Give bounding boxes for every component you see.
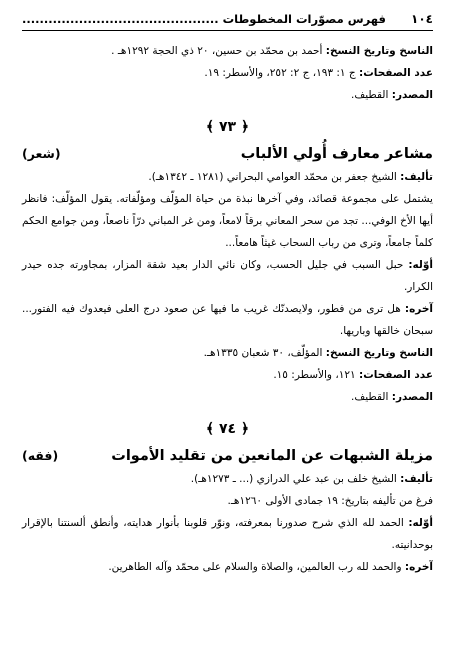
pages-line	[22, 62, 433, 84]
author-line	[22, 166, 433, 188]
copyist-value: أحمد بن محمّد بن حسين، ٢٠ ذي الحجة ١٢٩٢هـ .	[111, 45, 326, 57]
last-value: هل ترى من فطور، ولايصدنّك غريب ما فيها عن صعود درج العلى فيعدوك فيه الفتور... سبحان خالقها وباريها.	[22, 303, 433, 337]
page-content	[22, 40, 433, 578]
entry-category: (فقه)	[22, 448, 59, 463]
first-line	[22, 254, 433, 298]
source-label: المصدر:	[391, 391, 433, 403]
pages-value: ج ١: ١٩٣، ج ٢: ٢٥٢، والأسطر: ١٩.	[204, 67, 359, 79]
author-label: تأليف:	[400, 473, 433, 485]
copyist-label: الناسخ وتاريخ النسخ:	[325, 45, 433, 57]
source-value: القطيف.	[350, 89, 392, 101]
author-label: تأليف:	[400, 171, 433, 183]
last-line	[22, 556, 433, 578]
last-line	[22, 298, 433, 342]
completion-line: فرغ من تأليفه بتاريخ: ١٩ جمادى الأولى ١٢٦٠هـ.	[227, 495, 433, 507]
entry-title-text: مشاعر معارف أُولي الألباب	[240, 146, 433, 162]
last-label: آخره:	[404, 561, 433, 573]
copyist-value: المؤلّف، ٣٠ شعبان ١٣٣٥هـ.	[203, 347, 326, 359]
source-line	[22, 84, 433, 106]
source-value: القطيف.	[350, 391, 392, 403]
entry-number-73: ﴿ ٧٣ ﴾	[205, 119, 250, 135]
pages-line	[22, 364, 433, 386]
first-value: الحمد لله الذي شرح صدورنا بمعرفته، ونوّر قلوبنا بأنوار هدايته، وأنطق ألسنتنا بالإقرار بوحدانيته.	[22, 517, 433, 551]
author-value: الشيخ جعفر بن محمّد العوامي البحراني (١٢٨١ ـ ١٣٤٢هـ).	[148, 171, 401, 183]
pages-value: ١٢١، والأسطر: ١٥.	[273, 369, 359, 381]
last-label: آخره:	[404, 303, 433, 315]
entry-number-74: ﴿ ٧٤ ﴾	[205, 421, 250, 437]
pages-label: عدد الصفحات:	[359, 67, 433, 79]
source-label: المصدر:	[391, 89, 433, 101]
copyist-label: الناسخ وتاريخ النسخ:	[325, 347, 433, 359]
first-line	[22, 512, 433, 556]
author-line	[22, 468, 433, 490]
copyist-line	[22, 40, 433, 62]
copyist-line	[22, 342, 433, 364]
entry-title-text: مزيلة الشبهات عن المانعين من تقليد الأموات	[111, 448, 433, 464]
entry-category: (شعر)	[22, 146, 61, 161]
entry-title-74	[22, 444, 433, 468]
first-label: أوّله:	[408, 259, 433, 271]
first-value: حبل السبب في جليل الحسب، وكان نائي الدار بعيد شقة المزار، بمجاورته جده حيدر الكرار.	[22, 259, 433, 293]
first-label: أوّله:	[408, 517, 433, 529]
last-value: والحمد لله رب العالمين، والصلاة والسلام على محمّد وآله الطاهرين.	[108, 561, 405, 573]
running-title: فهرس مصوّرات المخطوطات .............................................	[22, 12, 386, 26]
page-header	[22, 8, 433, 31]
source-line	[22, 386, 433, 408]
page-number: ١٠٤	[411, 12, 433, 26]
description-paragraph: يشتمل على مجموعة قصائد، وفي آخرها نبذة من حياة المؤلّف ومؤلّفاته. يقول المؤلّف: فانظر أيها الأخ الوفي... تجد من سحر المعاني برقاً لامعاً، ومن غر المباني درّاً ناصعاً، ومن جوامع الحكم كلماً جامعاً، وترى من رباب السحاب غيثاً هامعاً...	[22, 193, 433, 249]
entry-title-73	[22, 142, 433, 166]
pages-label: عدد الصفحات:	[359, 369, 433, 381]
author-value: الشيخ خلف بن عبد علي الدرازي (... ـ ١٢٧٣هـ).	[190, 473, 401, 485]
